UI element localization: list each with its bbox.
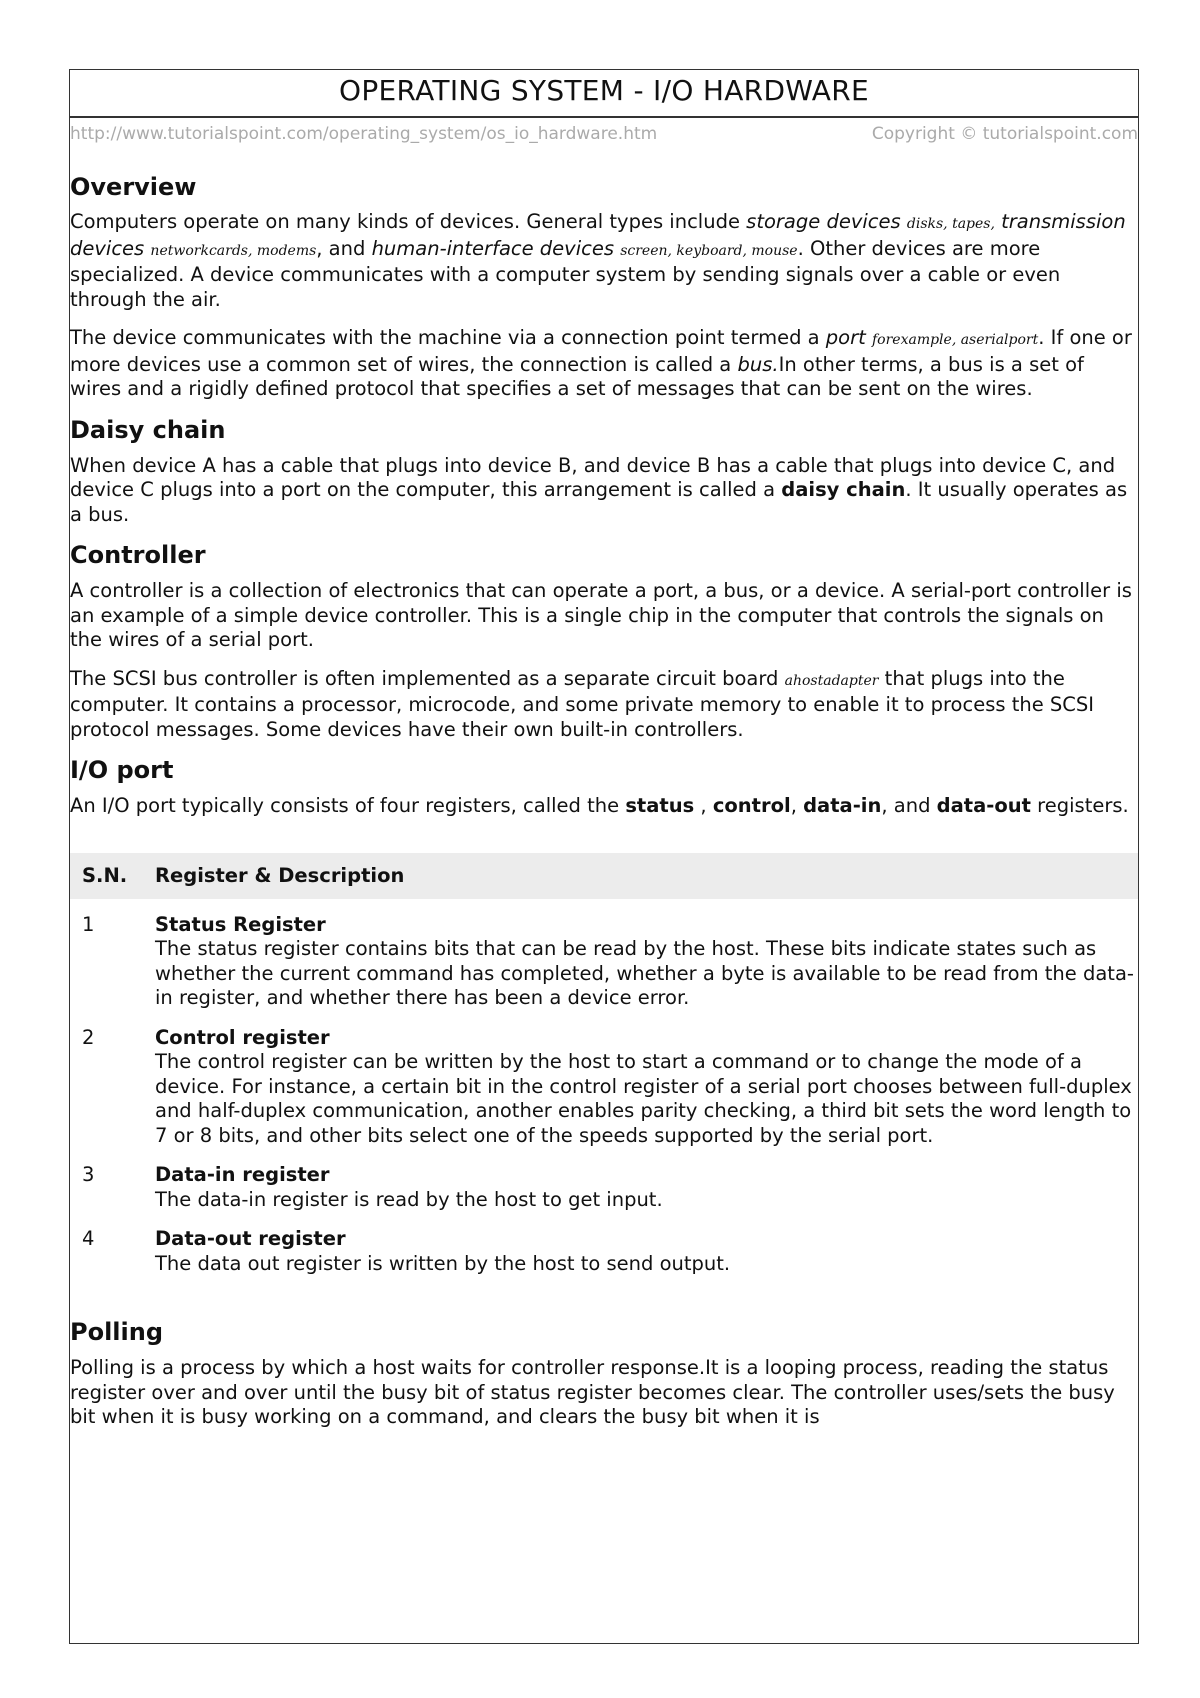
daisy-chain-paragraph: [70, 454, 1138, 528]
parenthetical: networkcards, modems: [150, 242, 317, 259]
row-title: Data-in register: [155, 1163, 330, 1186]
text-span: The device communicates with the machine via a connection point termed a: [70, 326, 826, 349]
daisy-chain-heading: Daisy chain: [70, 415, 226, 444]
polling-heading: Polling: [70, 1318, 164, 1346]
text-span: . Other devices are more specialized. A device communicates with a computer system by sending signals over a cable or even through the air.: [70, 236, 1061, 311]
overview-heading: Overview: [70, 173, 197, 201]
parenthetical: forexample, aserialport: [871, 332, 1039, 348]
row-number: 1: [82, 912, 95, 936]
page-title: OPERATING SYSTEM - I/O HARDWARE: [70, 70, 1138, 118]
parenthetical: ahostadapter: [784, 672, 879, 689]
row-title: Data-out register: [155, 1227, 346, 1250]
copyright-notice: Copyright © tutorialspoint.com: [871, 124, 1138, 144]
io-port-heading: I/O port: [70, 756, 174, 784]
text-span: In other terms, a bus is a set of wires and a rigidly defined protocol that specifies a set of messages that can be sent on the wires.: [70, 352, 1084, 400]
text-span: , and: [881, 794, 937, 817]
table-row: [70, 1227, 1138, 1276]
italic-term: storage devices: [746, 210, 901, 233]
article-body: [70, 171, 1138, 1430]
page-frame: [69, 69, 1139, 1644]
italic-term: bus.: [737, 352, 779, 376]
row-title: Status Register: [155, 912, 326, 936]
bold-term: data-in: [803, 794, 882, 817]
source-row: [70, 118, 1138, 148]
bold-term: status: [625, 794, 695, 817]
table-row: [70, 1026, 1138, 1149]
text-span: . If one or more devices use a common set of wires, the connection is called a: [70, 326, 1132, 376]
text-span: , and: [316, 236, 372, 260]
polling-paragraph: Polling is a process by which a host waits for controller response.It is a looping process, reading the status register over and over until the busy bit of status register becomes clear. The controller uses/sets the busy bit when it is busy working on a command, and clears the busy bit when it is: [70, 1356, 1115, 1428]
bold-term: daisy chain: [781, 478, 906, 501]
controller-paragraph-2: [70, 667, 1138, 743]
bold-term: control: [712, 794, 791, 817]
italic-term: transmission devices: [70, 210, 1126, 260]
text-span: ,: [694, 794, 713, 817]
parenthetical: disks, tapes,: [906, 216, 995, 232]
text-span: ,: [790, 794, 804, 817]
text-span: . It usually operates as a bus.: [70, 478, 1128, 526]
source-url[interactable]: http://www.tutorialspoint.com/operating_system/os_io_hardware.htm: [70, 124, 658, 144]
column-header-sn: S.N.: [82, 863, 128, 887]
overview-paragraph-2: [70, 326, 1138, 402]
row-title: Control register: [155, 1025, 330, 1049]
parenthetical: screen, keyboard, mouse: [620, 242, 798, 259]
text-span: The SCSI bus controller is often implemented as a separate circuit board: [70, 666, 785, 690]
text-span: Computers operate on many kinds of devices. General types include: [70, 210, 747, 233]
row-number: 3: [82, 1163, 95, 1186]
table-row: [70, 1163, 1138, 1212]
row-number: 4: [82, 1227, 95, 1250]
text-span: An I/O port typically consists of four registers, called the: [70, 794, 626, 817]
register-table-header: [70, 853, 1138, 899]
bold-term: data-out: [936, 794, 1031, 817]
row-description: The status register contains bits that can be read by the host. These bits indicate states such as whether the current command has completed, whether a byte is available to be read from the data-in register, and whether there has been a device error.: [155, 937, 1134, 1009]
text-span: that plugs into the computer. It contains a processor, microcode, and some private memory to enable it to process the SCSI protocol messages. Some devices have their own built-in controllers.: [70, 666, 1095, 741]
io-port-paragraph: [70, 794, 1138, 819]
overview-paragraph-1: [70, 210, 1138, 312]
column-header-description: Register & Description: [155, 863, 405, 887]
row-description: The data out register is written by the host to send output.: [155, 1251, 731, 1275]
controller-heading: Controller: [70, 541, 206, 569]
controller-paragraph-1: A controller is a collection of electronics that can operate a port, a bus, or a device. A serial-port controller is an example of a simple device controller. This is a single chip in the computer that controls the signals on the wires of a serial port.: [70, 579, 1132, 651]
table-row: [70, 913, 1138, 1011]
text-span: When device A has a cable that plugs into device B, and device B has a cable that plugs into device C, and device C plugs into a port on the computer, this arrangement is called a: [70, 453, 1116, 501]
row-number: 2: [82, 1025, 95, 1049]
italic-term: port: [825, 326, 866, 349]
row-description: The control register can be written by the host to start a command or to change the mode of a device. For instance, a certain bit in the control register of a serial port chooses between full-duplex and half-duplex communication, another enables parity checking, a third bit sets the word length to 7 or 8 bits, and other bits select one of the speeds supported by the serial port.: [155, 1050, 1132, 1147]
text-span: registers.: [1030, 794, 1129, 817]
row-description: The data-in register is read by the host to get input.: [155, 1187, 663, 1211]
italic-term: human-interface devices: [371, 236, 615, 260]
